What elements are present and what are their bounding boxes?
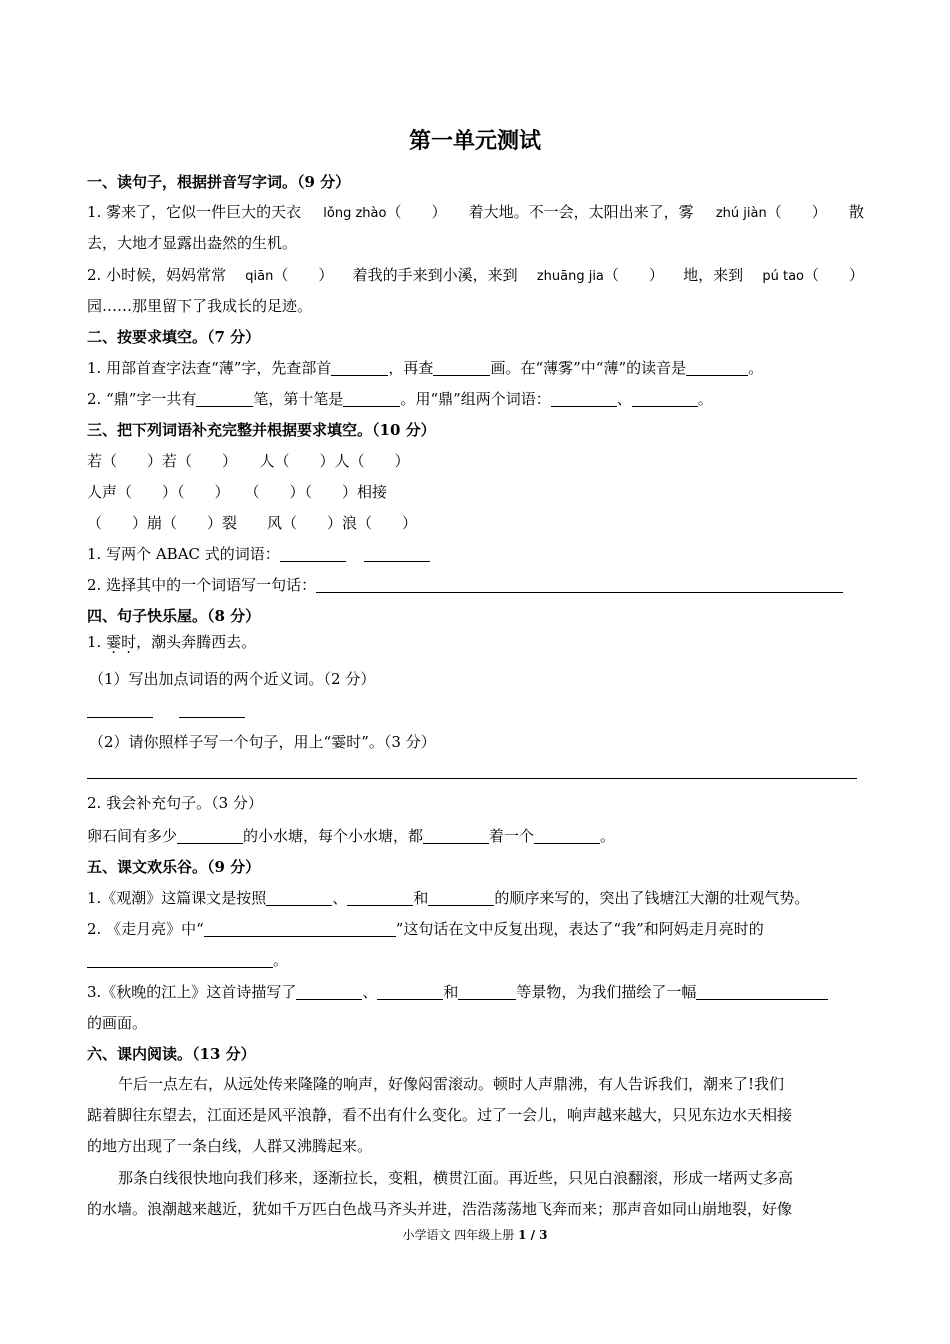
s1-q1-text-b: 着大地。不一会，太阳出来了，雾 bbox=[468, 203, 694, 221]
answer-line[interactable] bbox=[316, 576, 843, 593]
s5-question-2-cont: 。 bbox=[87, 950, 288, 970]
footer-text: 小学语文 四年级上册 bbox=[402, 1228, 519, 1242]
answer-blank[interactable] bbox=[686, 359, 748, 376]
s1-q1-pinyin-2: zhú jiàn（ ） bbox=[715, 203, 827, 221]
section-6-heading: 六、课内阅读。（13 分） bbox=[87, 1045, 256, 1063]
s1-question-1 bbox=[87, 202, 864, 224]
answer-blank[interactable] bbox=[632, 390, 698, 407]
section-2-heading: 二、按要求填空。（7 分） bbox=[87, 328, 261, 346]
section-3-heading: 三、把下列词语补充完整并根据要求填空。（10 分） bbox=[87, 421, 436, 439]
s1-q1-text-a: 1. 雾来了，它似一件巨大的天衣 bbox=[87, 203, 302, 221]
dotted-word: 霎 bbox=[106, 633, 122, 651]
answer-blank[interactable] bbox=[87, 951, 273, 968]
answer-blank[interactable] bbox=[347, 889, 413, 906]
s4-question-1: 1. 霎时，潮头奔腾西去。 bbox=[87, 633, 257, 651]
answer-blank[interactable] bbox=[179, 717, 245, 718]
page-footer bbox=[0, 1226, 950, 1243]
s3-question-1: 1. 写两个 ABAC 式的词语： bbox=[87, 544, 430, 564]
answer-blank[interactable] bbox=[423, 827, 489, 844]
s4-sub-question-2: （2）请你照样子写一个句子，用上“霎时”。（3 分） bbox=[89, 733, 436, 751]
section-4-heading: 四、句子快乐屋。（8 分） bbox=[87, 607, 261, 625]
page-number: 1 / 3 bbox=[518, 1228, 548, 1242]
answer-blank[interactable] bbox=[87, 717, 153, 718]
passage-line: 那条白线很快地向我们移来，逐渐拉长，变粗，横贯江面。再近些，只见白浪翻滚，形成一堵两丈多高 bbox=[118, 1169, 794, 1187]
s1-q2-pinyin-1: qiān（ ） bbox=[245, 266, 334, 284]
section-5-heading: 五、课文欢乐谷。（9 分） bbox=[87, 858, 261, 876]
passage-line: 踮着脚往东望去，江面还是风平浪静，看不出有什么变化。过了一会儿，响声越来越大，只见东边水天相接 bbox=[87, 1106, 793, 1124]
answer-blank[interactable] bbox=[266, 889, 332, 906]
s2-question-1: 1. 用部首查字法查“薄”字，先查部首 ，再查 画。在“薄雾”中“薄”的读音是 。 bbox=[87, 359, 764, 377]
s1-q1-text-c: 散 bbox=[848, 203, 864, 221]
s4-question-2: 2. 我会补充句子。（3 分） bbox=[87, 794, 263, 812]
s4-question-2-sentence: 卵石间有多少 的小水塘，每个小水塘，都 着一个 。 bbox=[87, 827, 616, 845]
s3-question-2: 2. 选择其中的一个词语写一句话： bbox=[87, 575, 843, 595]
answer-blank[interactable] bbox=[696, 983, 828, 1000]
answer-blank[interactable] bbox=[364, 545, 430, 562]
s1-question-2 bbox=[87, 265, 864, 287]
answer-blank[interactable] bbox=[534, 827, 600, 844]
s1-q2-pinyin-2: zhuāng jia（ ） bbox=[536, 266, 664, 284]
s5-question-3: 3.《秋晚的江上》这首诗描写了 、 和 等景物，为我们描绘了一幅 bbox=[87, 982, 828, 1002]
passage-line: 的地方出现了一条白线，人群又沸腾起来。 bbox=[87, 1137, 373, 1155]
answer-blank[interactable] bbox=[204, 920, 396, 937]
s1-q2-text-a: 2. 小时候，妈妈常常 bbox=[87, 266, 227, 284]
answer-blank[interactable] bbox=[458, 983, 516, 1000]
s5-question-1: 1.《观潮》这篇课文是按照 、 和 的顺序来写的，突出了钱塘江大潮的壮观气势。 bbox=[87, 889, 810, 907]
s3-word-row-2[interactable]: 人声（ ）（ ） （ ）（ ）相接 bbox=[87, 483, 388, 501]
answer-line[interactable] bbox=[87, 778, 857, 779]
section-1-heading: 一、读句子，根据拼音写字词。（9 分） bbox=[87, 173, 351, 191]
s2-question-2: 2. “鼎”字一共有 笔，第十笔是 。用“鼎”组两个词语： 、 。 bbox=[87, 390, 713, 408]
answer-blank[interactable] bbox=[433, 359, 490, 376]
passage-line: 的水墙。浪潮越来越近，犹如千万匹白色战马齐头并进，浩浩荡荡地飞奔而来；那声音如同山崩地裂，好像 bbox=[87, 1200, 793, 1218]
s4-sub-question-1: （1）写出加点词语的两个近义词。（2 分） bbox=[89, 670, 376, 688]
answer-blank[interactable] bbox=[377, 983, 443, 1000]
answer-blank[interactable] bbox=[296, 983, 362, 1000]
s5-question-2: 2. 《走月亮》中“ ”这句话在文中反复出现，表达了“我”和阿妈走月亮时的 bbox=[87, 920, 764, 938]
page-title: 第一单元测试 bbox=[408, 128, 541, 154]
answer-blank[interactable] bbox=[177, 827, 243, 844]
s1-q2-text-d: 园……那里留下了我成长的足迹。 bbox=[87, 297, 313, 315]
dotted-word: 时 bbox=[121, 633, 137, 651]
s5-question-3-cont: 的画面。 bbox=[87, 1014, 148, 1032]
passage-line: 午后一点左右，从远处传来隆隆的响声，好像闷雷滚动。顿时人声鼎沸，有人告诉我们，潮来了!我们 bbox=[118, 1075, 785, 1093]
answer-blank[interactable] bbox=[331, 359, 388, 376]
s1-q1-text-d: 去，大地才显露出盎然的生机。 bbox=[87, 234, 298, 252]
answer-blank[interactable] bbox=[551, 390, 617, 407]
s3-word-row-3[interactable]: （ ）崩（ ）裂 风（ ）浪（ ） bbox=[87, 514, 418, 532]
answer-blank[interactable] bbox=[428, 889, 494, 906]
answer-blank[interactable] bbox=[280, 545, 346, 562]
s1-q1-pinyin-1: lǒng zhào（ ） bbox=[323, 203, 447, 221]
answer-blank[interactable] bbox=[343, 390, 400, 407]
s1-q2-pinyin-3: pú tao（ ） bbox=[762, 266, 864, 284]
s1-q2-text-b: 着我的手来到小溪，来到 bbox=[352, 266, 518, 284]
s3-word-row-1[interactable]: 若（ ）若（ ） 人（ ）人（ ） bbox=[87, 452, 410, 470]
s1-q2-text-c: 地，来到 bbox=[683, 266, 744, 284]
answer-blank[interactable] bbox=[196, 390, 253, 407]
